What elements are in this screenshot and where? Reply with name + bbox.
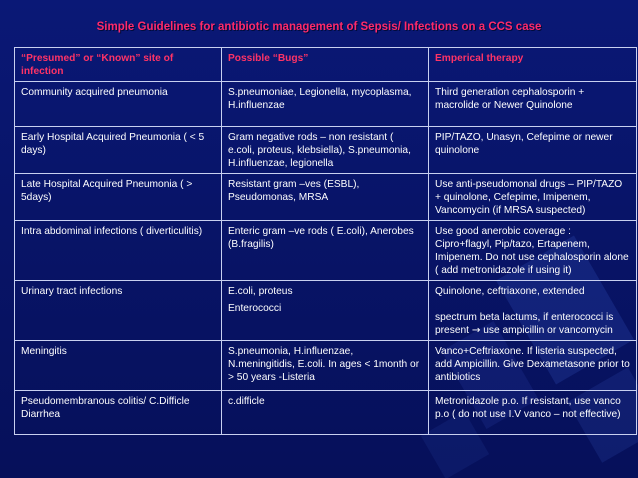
cell-site: Late Hospital Acquired Pneumonia ( > 5days)	[15, 174, 222, 221]
cell-therapy: Use anti-pseudomonal drugs – PIP/TAZO + quinolone, Cefepime, Imipenem, Vancomycin (if MRSA suspected)	[429, 174, 637, 221]
cell-site: Pseudomembranous colitis/ C.Difficle Diarrhea	[15, 391, 222, 435]
header-therapy: Emperical therapy	[429, 48, 637, 82]
table-row	[15, 281, 637, 341]
cell-site: Urinary tract infections	[15, 281, 222, 341]
cell-spacer	[435, 298, 630, 311]
table-row	[15, 341, 637, 391]
cell-site: Intra abdominal infections ( diverticulitis)	[15, 221, 222, 281]
cell-bugs: Enteric gram –ve rods ( E.coli), Anerobes (B.fragilis)	[222, 221, 429, 281]
cell-site: Community acquired pneumonia	[15, 82, 222, 127]
table-row	[15, 391, 637, 435]
cell-therapy	[429, 281, 637, 341]
cell-bugs: Resistant gram –ves (ESBL), Pseudomonas, MRSA	[222, 174, 429, 221]
cell-bugs-line: Enterococci	[228, 303, 282, 314]
cell-therapy: Metronidazole p.o. If resistant, use vanco p.o ( do not use I.V vanco – not effective)	[429, 391, 637, 435]
cell-bugs: c.difficle	[222, 391, 429, 435]
cell-site: Early Hospital Acquired Pneumonia ( < 5 days)	[15, 127, 222, 174]
header-site: “Presumed” or “Known” site of infection	[15, 48, 222, 82]
cell-bugs	[222, 281, 429, 341]
cell-bugs: S.pneumonia, H.influenzae, N.meningitidis, E.coli. In ages < 1month or > 50 years -Listeria	[222, 341, 429, 391]
cell-therapy-line: use ampicillin or vancomycin	[480, 325, 613, 336]
cell-therapy: Vanco+Ceftriaxone. If listeria suspected, add Ampicillin. Give Dexametasone prior to antibiotics	[429, 341, 637, 391]
cell-therapy: PIP/TAZO, Unasyn, Cefepime or newer quinolone	[429, 127, 637, 174]
table-row	[15, 82, 637, 127]
cell-therapy-line: Quinolone, ceftriaxone, extended	[435, 286, 585, 297]
table-row	[15, 174, 637, 221]
guidelines-table	[14, 47, 637, 435]
table-row	[15, 221, 637, 281]
cell-therapy: Use good anerobic coverage : Cipro+flagyl, Pip/tazo, Ertapenem, Imipenem. Do not use cephalosporin alone ( add metronidazole if using it)	[429, 221, 637, 281]
cell-therapy-line: spectrum beta lactums, if enterococci is present	[435, 312, 614, 336]
header-bugs: Possible “Bugs”	[222, 48, 429, 82]
table-header-row	[15, 48, 637, 82]
cell-therapy: Third generation cephalosporin + macrolide or Newer Quinolone	[429, 82, 637, 127]
cell-bugs: Gram negative rods – non resistant ( e.coli, proteus, klebsiella), S.pneumonia, H.influenzae, legionella	[222, 127, 429, 174]
table-row	[15, 127, 637, 174]
cell-bugs: S.pneumoniae, Legionella, mycoplasma, H.influenzae	[222, 82, 429, 127]
slide-title: Simple Guidelines for antibiotic management of Sepsis/ Infections on a CCS case	[96, 21, 542, 33]
cell-bugs-line: E.coli, proteus	[228, 286, 293, 297]
cell-site: Meningitis	[15, 341, 222, 391]
arrow-right-icon: →	[471, 325, 481, 336]
